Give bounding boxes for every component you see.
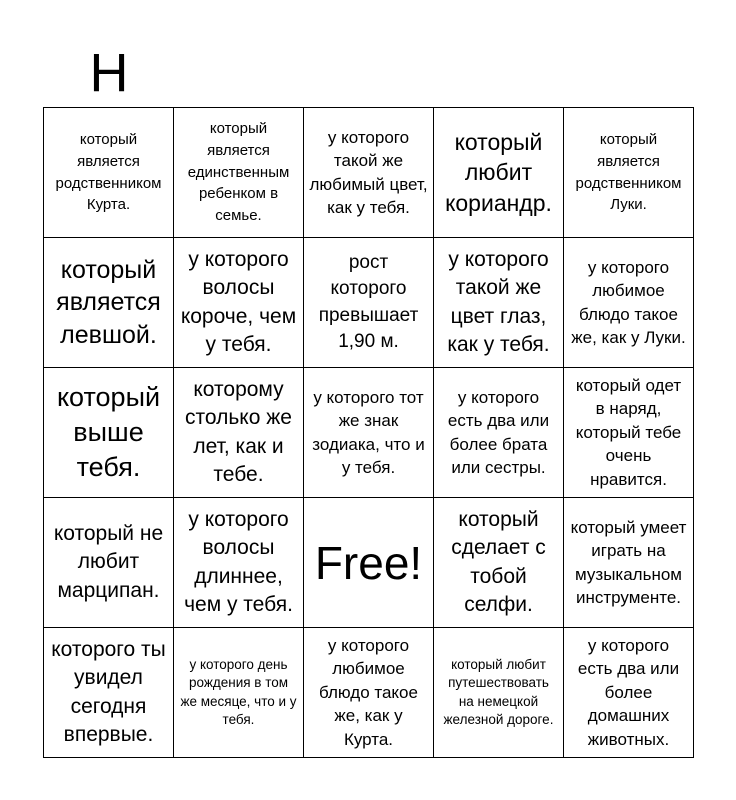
bingo-cell[interactable]: у которого есть два или более брата или сестры. xyxy=(434,368,564,498)
bingo-cell[interactable]: у которого есть два или более домашних животных. xyxy=(564,628,694,758)
bingo-row xyxy=(44,368,694,498)
bingo-cell[interactable]: у которого любимое блюдо такое же, как у Курта. xyxy=(304,628,434,758)
bingo-cell[interactable]: у которого тот же знак зодиака, что и у тебя. xyxy=(304,368,434,498)
bingo-cell[interactable]: который сделает с тобой селфи. xyxy=(434,498,564,628)
bingo-cell[interactable]: который является единственным ребенком в семье. xyxy=(174,108,304,238)
bingo-cell[interactable]: у которого такой же любимый цвет, как у тебя. xyxy=(304,108,434,238)
bingo-cell[interactable]: который является родственником Курта. xyxy=(44,108,174,238)
bingo-row xyxy=(44,628,694,758)
bingo-cell[interactable]: у которого день рождения в том же месяце, что и у тебя. xyxy=(174,628,304,758)
bingo-cell[interactable]: которому столько же лет, как и тебе. xyxy=(174,368,304,498)
bingo-cell[interactable]: рост которого превышает 1,90 м. xyxy=(304,238,434,368)
bingo-cell[interactable]: который выше тебя. xyxy=(44,368,174,498)
bingo-free-cell[interactable]: Free! xyxy=(304,498,434,628)
bingo-cell[interactable]: который умеет играть на музыкальном инструменте. xyxy=(564,498,694,628)
bingo-cell[interactable]: который любит путешествовать на немецкой железной дороге. xyxy=(434,628,564,758)
bingo-cell[interactable]: у которого любимое блюдо такое же, как у Луки. xyxy=(564,238,694,368)
bingo-cell[interactable]: которого ты увидел сегодня впервые. xyxy=(44,628,174,758)
bingo-cell[interactable]: который является родственником Луки. xyxy=(564,108,694,238)
bingo-cell[interactable]: у которого волосы короче, чем у тебя. xyxy=(174,238,304,368)
bingo-cell[interactable]: который любит кориандр. xyxy=(434,108,564,238)
bingo-cell[interactable]: у которого волосы длиннее, чем у тебя. xyxy=(174,498,304,628)
bingo-cell[interactable]: который одет в наряд, который тебе очень нравится. xyxy=(564,368,694,498)
bingo-header-letter: H xyxy=(89,43,129,103)
bingo-cell[interactable]: который является левшой. xyxy=(44,238,174,368)
bingo-grid xyxy=(43,107,694,758)
bingo-row xyxy=(44,498,694,628)
bingo-cell[interactable]: у которого такой же цвет глаз, как у тебя. xyxy=(434,238,564,368)
bingo-row xyxy=(44,108,694,238)
bingo-row xyxy=(44,238,694,368)
bingo-cell[interactable]: который не любит марципан. xyxy=(44,498,174,628)
